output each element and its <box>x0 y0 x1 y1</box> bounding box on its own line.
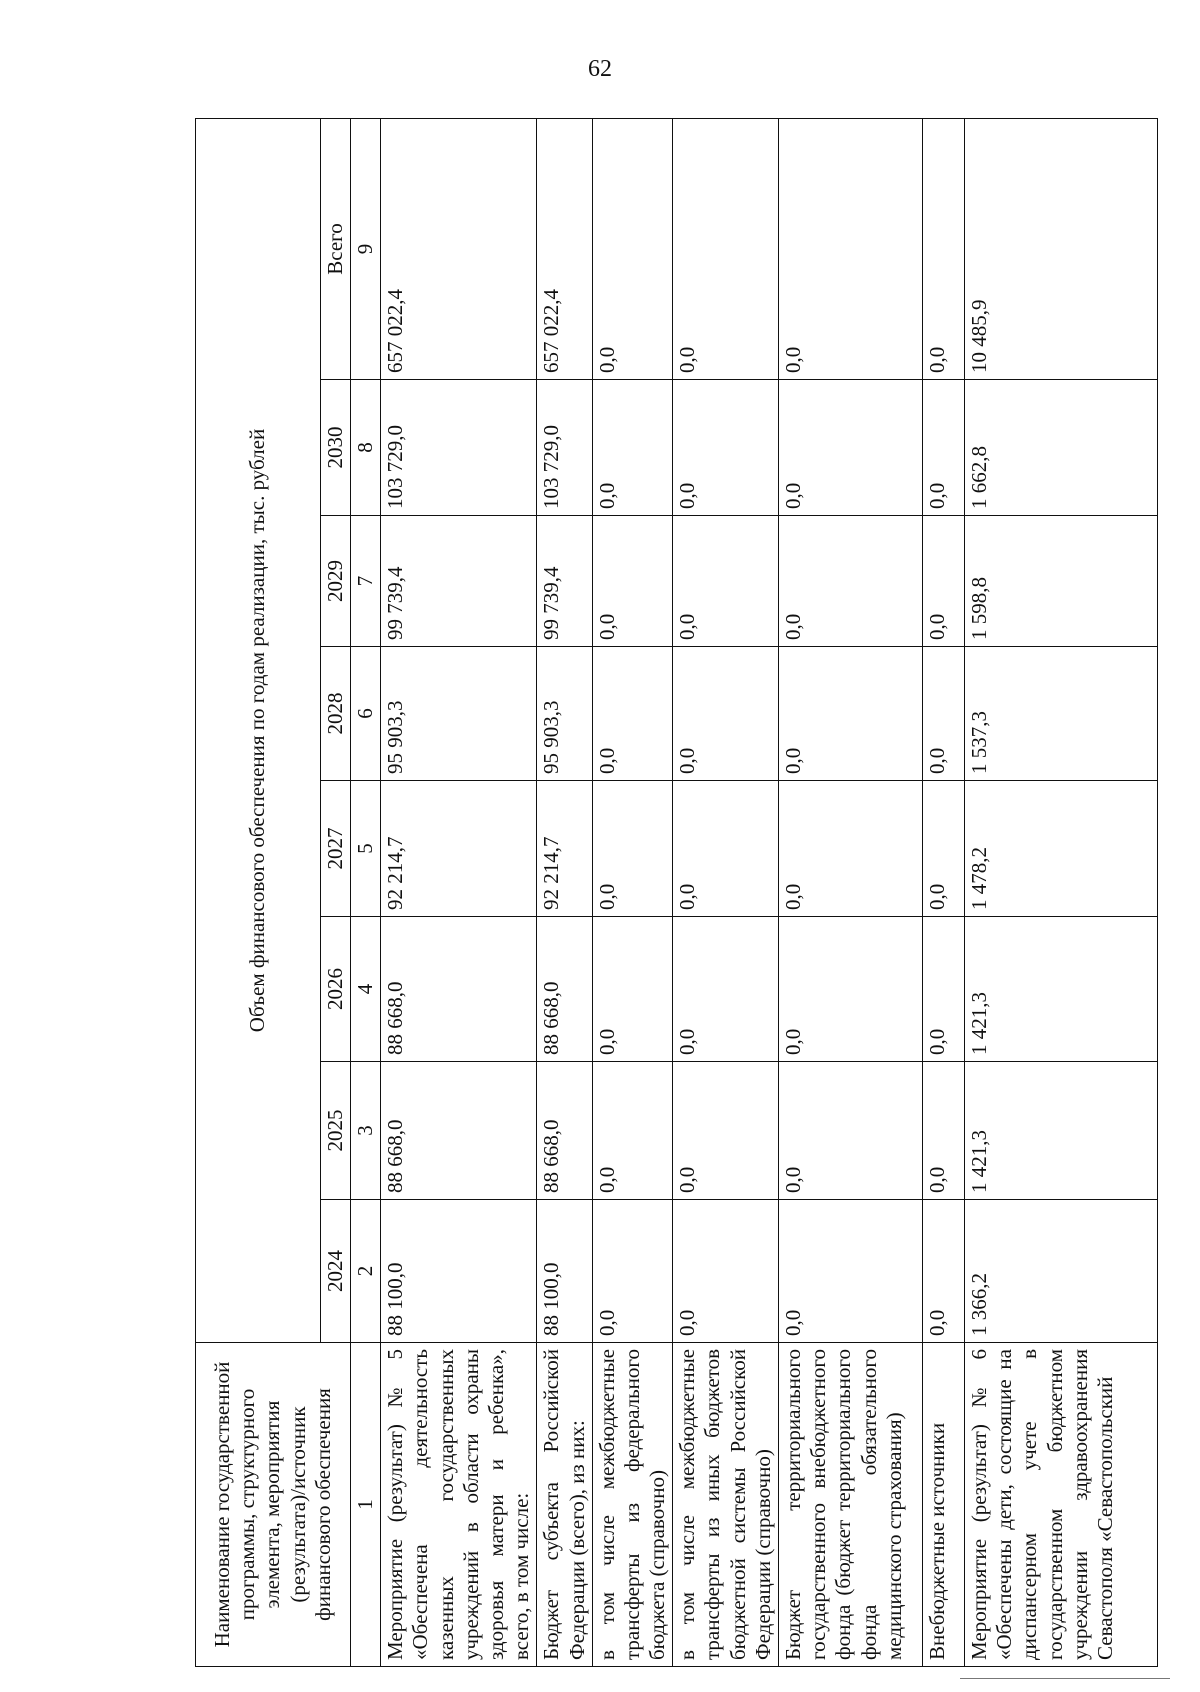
year-header: 2025 <box>320 1062 350 1200</box>
total-cell: 657 022,4 <box>381 118 537 379</box>
value-cell: 99 739,4 <box>381 516 537 647</box>
value-cell: 1 421,3 <box>965 1062 1158 1200</box>
column-number: 7 <box>351 516 381 647</box>
name-column-header: Наименование государственной программы, структурного элемента, мероприятия (результата)/источник финансового обеспечения <box>196 1343 351 1667</box>
row-name: Мероприятие (результат) № 6 «Обеспечены дети, состоящие на диспансерном учете в государственном бюджетном учреждении здравоохранения Севастополя «Севастопольский <box>965 1343 1158 1667</box>
row-name: Бюджет территориального государственного внебюджетного фонда (бюджет территориального фонда обязательного медицинского страхования) <box>779 1343 923 1667</box>
table-row <box>537 118 592 1666</box>
column-number: 9 <box>351 118 381 379</box>
value-cell: 0,0 <box>592 647 673 781</box>
table-row <box>923 118 965 1666</box>
value-cell: 1 478,2 <box>965 781 1158 917</box>
value-cell: 0,0 <box>673 917 779 1062</box>
financing-table <box>195 118 1158 1667</box>
value-cell: 0,0 <box>923 380 965 516</box>
value-cell: 0,0 <box>779 380 923 516</box>
value-cell: 1 421,3 <box>965 917 1158 1062</box>
value-cell: 0,0 <box>923 781 965 917</box>
column-number: 4 <box>351 917 381 1062</box>
value-cell: 0,0 <box>592 380 673 516</box>
value-cell: 0,0 <box>779 917 923 1062</box>
value-cell: 92 214,7 <box>537 781 592 917</box>
row-name: в том числе межбюджетные трансферты из федерального бюджета (справочно) <box>592 1343 673 1667</box>
value-cell: 1 366,2 <box>965 1200 1158 1343</box>
value-cell: 0,0 <box>923 1200 965 1343</box>
value-cell: 0,0 <box>779 647 923 781</box>
value-cell: 95 903,3 <box>537 647 592 781</box>
page-edge-line <box>960 1678 1170 1679</box>
value-cell: 0,0 <box>592 1062 673 1200</box>
value-cell: 88 100,0 <box>381 1200 537 1343</box>
value-cell: 103 729,0 <box>381 380 537 516</box>
value-cell: 88 100,0 <box>537 1200 592 1343</box>
value-cell: 0,0 <box>673 781 779 917</box>
column-number: 5 <box>351 781 381 917</box>
value-cell: 0,0 <box>779 1200 923 1343</box>
value-cell: 88 668,0 <box>537 1062 592 1200</box>
value-cell: 0,0 <box>923 1062 965 1200</box>
table-row <box>779 118 923 1666</box>
row-name: в том числе межбюджетные трансферты из иных бюджетов бюджетной системы Российской Федерации (справочно) <box>673 1343 779 1667</box>
column-number: 2 <box>351 1200 381 1343</box>
value-cell: 88 668,0 <box>381 917 537 1062</box>
value-cell: 1 537,3 <box>965 647 1158 781</box>
volume-header: Объем финансового обеспечения по годам реализации, тыс. рублей <box>196 118 321 1342</box>
header-row-top <box>196 118 321 1666</box>
value-cell: 0,0 <box>779 516 923 647</box>
value-cell: 0,0 <box>923 917 965 1062</box>
year-header: 2028 <box>320 647 350 781</box>
table-row <box>381 118 537 1666</box>
year-header: 2030 <box>320 380 350 516</box>
value-cell: 0,0 <box>923 516 965 647</box>
total-cell: 0,0 <box>592 118 673 379</box>
total-header: Всего <box>320 118 350 379</box>
value-cell: 0,0 <box>779 1062 923 1200</box>
value-cell: 0,0 <box>592 917 673 1062</box>
value-cell: 0,0 <box>673 647 779 781</box>
table-row <box>592 118 673 1666</box>
value-cell: 0,0 <box>592 1200 673 1343</box>
value-cell: 99 739,4 <box>537 516 592 647</box>
value-cell: 103 729,0 <box>537 380 592 516</box>
page-number: 62 <box>588 56 612 82</box>
column-number: 8 <box>351 380 381 516</box>
total-cell: 10 485,9 <box>965 118 1158 379</box>
table-row <box>965 118 1158 1666</box>
value-cell: 1 662,8 <box>965 380 1158 516</box>
rotated-table-container <box>195 119 1117 1667</box>
value-cell: 0,0 <box>673 1062 779 1200</box>
column-number: 1 <box>351 1343 381 1667</box>
year-header: 2024 <box>320 1200 350 1343</box>
value-cell: 92 214,7 <box>381 781 537 917</box>
table-row <box>673 118 779 1666</box>
value-cell: 0,0 <box>592 516 673 647</box>
total-cell: 657 022,4 <box>537 118 592 379</box>
value-cell: 0,0 <box>779 781 923 917</box>
row-name: Бюджет субъекта Российской Федерации (всего), из них: <box>537 1343 592 1667</box>
column-number: 3 <box>351 1062 381 1200</box>
total-cell: 0,0 <box>779 118 923 379</box>
total-cell: 0,0 <box>923 118 965 379</box>
column-number: 6 <box>351 647 381 781</box>
value-cell: 0,0 <box>673 1200 779 1343</box>
value-cell: 0,0 <box>592 781 673 917</box>
value-cell: 88 668,0 <box>381 1062 537 1200</box>
value-cell: 88 668,0 <box>537 917 592 1062</box>
row-name: Мероприятие (результат) № 5 «Обеспечена деятельность казенных государственных учреждений в области охраны здоровья матери и ребенка», всего, в том числе: <box>381 1343 537 1667</box>
total-cell: 0,0 <box>673 118 779 379</box>
row-name: Внебюджетные источники <box>923 1343 965 1667</box>
value-cell: 0,0 <box>673 380 779 516</box>
year-header: 2026 <box>320 917 350 1062</box>
column-number-row <box>351 118 381 1666</box>
year-header: 2029 <box>320 516 350 647</box>
value-cell: 0,0 <box>923 647 965 781</box>
year-header: 2027 <box>320 781 350 917</box>
value-cell: 0,0 <box>673 516 779 647</box>
value-cell: 1 598,8 <box>965 516 1158 647</box>
value-cell: 95 903,3 <box>381 647 537 781</box>
